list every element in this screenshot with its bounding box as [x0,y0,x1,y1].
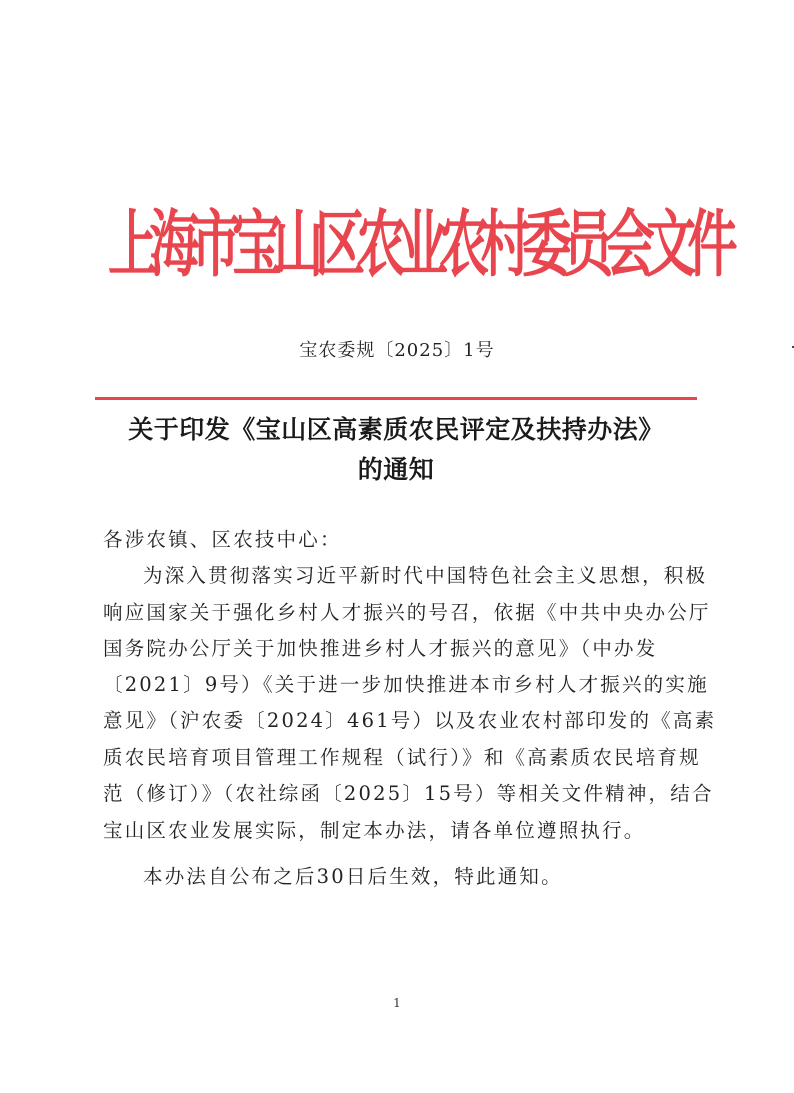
issuer-char: 农 [439,202,489,288]
closing-paragraph: 本办法自公布之后30日后生效，特此通知。 [143,865,563,888]
document-title-line-1: 关于印发《宝山区高素质农民评定及扶持办法》 [128,415,664,444]
paragraph-line: 质农民培育项目管理工作规程（试行）》和《高素质农民培育规 [103,746,701,769]
issuer-char: 山 [273,202,323,288]
document-number: 宝农委规〔2025〕1号 [299,340,495,361]
paragraph-line: 国务院办公厅关于加快推进乡村人才振兴的意见》（中办发 [103,637,658,660]
issuer-char: 文 [646,202,696,288]
paragraph-line: 响应国家关于强化乡村人才振兴的号召，依据《中共中央办公厅 [103,601,711,624]
issuer-char: 件 [687,202,737,288]
issuer-char: 区 [314,202,364,288]
issuer-char: 村 [480,202,530,288]
issuer-red-header [108,180,737,311]
issuer-char: 宝 [232,202,282,288]
issuer-char: 海 [149,202,199,288]
issuer-char: 员 [563,202,613,288]
paragraph-line: 〔2021〕9号）《关于进一步加快推进本市乡村人才振兴的实施 [103,673,709,696]
issuer-char: 农 [356,202,406,288]
salutation: 各涉农镇、区农技中心： [103,528,342,551]
paragraph-line: 范（修订）》（农社综函〔2025〕15号）等相关文件精神，结合 [103,782,714,805]
issuer-char: 会 [604,202,654,288]
paragraph-line: 宝山区农业发展实际，制定本办法，请各单位遵照执行。 [103,819,646,842]
issuer-char: 委 [521,202,571,288]
paragraph-line: 为深入贯彻落实习近平新时代中国特色社会主义思想，积极 [143,564,708,587]
issuer-char: 上 [108,202,157,288]
page-number: 1 [393,996,401,1010]
red-divider-rule [95,397,697,400]
issuer-char: 业 [397,202,447,288]
issuer-char: 市 [190,202,240,288]
document-title-line-2: 的通知 [357,455,435,484]
paragraph-line: 意见》（沪农委〔2024〕461号）以及农业农村部印发的《高素 [103,709,717,732]
